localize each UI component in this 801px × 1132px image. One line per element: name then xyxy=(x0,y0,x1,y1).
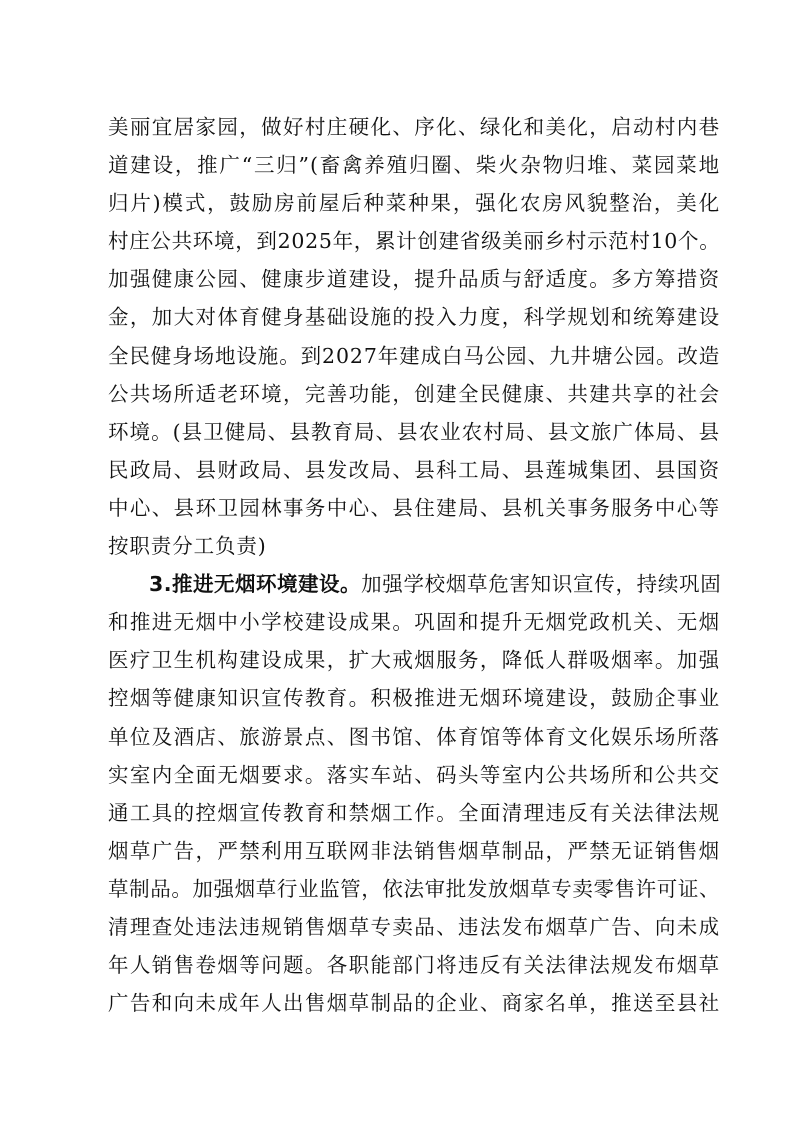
text-line: 清理查处违法违规销售烟草专卖品、违法发布烟草广告、向未成 xyxy=(108,914,720,939)
text-line: 公共场所适老环境，完善功能，创建全民健康、共建共享的社会 xyxy=(108,381,720,406)
text-line: 草制品。加强烟草行业监管，依法审批发放烟草专卖零售许可证、 xyxy=(108,876,720,901)
section-3-first-line xyxy=(108,565,720,603)
text-line: 按职责分工负责) xyxy=(108,534,267,559)
text-line: 金，加大对体育健身基础设施的投入力度，科学规划和统筹建设 xyxy=(108,305,720,330)
text-line: 广告和向未成年人出售烟草制品的企业、商家名单，推送至县社 xyxy=(108,991,720,1016)
text-line: 归片)模式，鼓励房前屋后种菜种果，强化农房风貌整治，美化 xyxy=(108,191,720,216)
body-text xyxy=(108,108,720,1022)
text-line: 中心、县环卫园林事务中心、县住建局、县机关事务服务中心等 xyxy=(108,495,720,520)
text-line: 和推进无烟中小学校建设成果。巩固和提升无烟党政机关、无烟 xyxy=(108,610,720,635)
text-line: 烟草广告，严禁利用互联网非法销售烟草制品，严禁无证销售烟 xyxy=(108,838,720,863)
section-3-first-line-text: 加强学校烟草危害知识宣传，持续巩固 xyxy=(361,572,722,597)
text-line: 通工具的控烟宣传教育和禁烟工作。全面清理违反有关法律法规 xyxy=(108,800,720,825)
text-line: 美丽宜居家园，做好村庄硬化、序化、绿化和美化，启动村内巷 xyxy=(108,115,720,139)
text-line: 环境。(县卫健局、县教育局、县农业农村局、县文旅广体局、县 xyxy=(108,419,720,444)
section-3-heading: 3.推进无烟环境建设。 xyxy=(149,572,362,597)
text-line: 道建设，推广“三归”(畜禽养殖归圈、柴火杂物归堆、菜园菜地 xyxy=(108,153,720,178)
text-line: 全民健身场地设施。到2027年建成白马公园、九井塘公园。改造 xyxy=(108,343,721,368)
text-line: 年人销售卷烟等问题。各职能部门将违反有关法律法规发布烟草 xyxy=(108,953,720,978)
text-line: 控烟等健康知识宣传教育。积极推进无烟环境建设，鼓励企事业 xyxy=(108,686,720,711)
text-line: 实室内全面无烟要求。落实车站、码头等室内公共场所和公共交 xyxy=(108,762,720,787)
text-line: 村庄公共环境，到2025年，累计创建省级美丽乡村示范村10个。 xyxy=(108,229,721,254)
text-line: 民政局、县财政局、县发改局、县科工局、县莲城集团、县国资 xyxy=(108,457,720,482)
text-line: 单位及酒店、旅游景点、图书馆、体育馆等体育文化娱乐场所落 xyxy=(108,724,720,749)
text-line: 医疗卫生机构建设成果，扩大戒烟服务，降低人群吸烟率。加强 xyxy=(108,648,720,673)
text-line: 加强健康公园、健康步道建设，提升品质与舒适度。多方筹措资 xyxy=(108,267,720,292)
